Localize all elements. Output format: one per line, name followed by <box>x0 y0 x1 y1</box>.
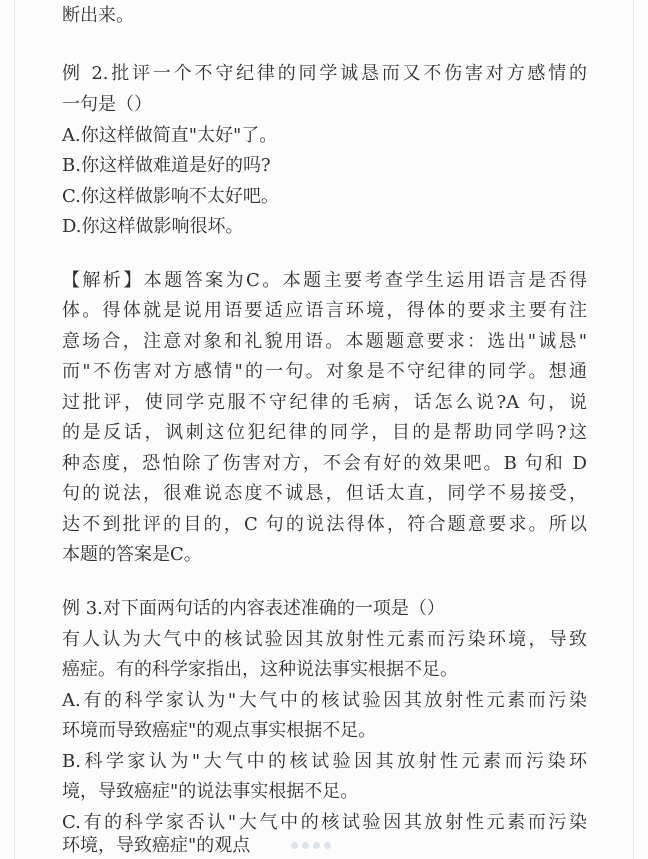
example-3-question: 例 3.对下面两句话的内容表述准确的一项是（） <box>62 598 445 619</box>
example-2-question: 例 2.批评一个不守纪律的同学诚恳而又不伤害对方感情的 <box>62 63 587 84</box>
option-c: C.你这样做影响不太好吧。 <box>62 186 279 207</box>
option-c-cont: 环境，导致癌症"的观点 <box>62 835 251 856</box>
option-b: B.你这样做难道是好的吗? <box>62 155 271 176</box>
page-indicator-dot <box>313 842 320 849</box>
analysis-line: 意场合，注意对象和礼貌用语。本题题意要求：选出"诚恳" <box>62 331 587 352</box>
example-3-stem-cont: 癌症。有的科学家指出，这种说法事实根据不足。 <box>62 659 458 680</box>
page-border-left <box>14 0 15 859</box>
option-b: B.科学家认为"大气中的核试验因其放射性元素而污染环 <box>62 751 587 772</box>
analysis-line: 【解析】本题答案为C。本题主要考查学生运用语言是否得 <box>62 270 587 291</box>
analysis-line: 本题的答案是C。 <box>62 544 202 565</box>
analysis-line: 而"不伤害对方感情"的一句。对象是不守纪律的同学。想通 <box>62 361 587 382</box>
analysis-line: 种态度，恐怕除了伤害对方，不会有好的效果吧。B 句和 D <box>62 453 587 474</box>
analysis-line: 达不到批评的目的，C 句的说法得体，符合题意要求。所以 <box>62 514 587 535</box>
example-2-question-cont: 一句是（） <box>62 94 152 115</box>
option-a-cont: 环境而导致癌症"的观点事实根据不足。 <box>62 720 377 741</box>
analysis-line: 体。得体就是说用语要适应语言环境，得体的要求主要有注 <box>62 300 587 321</box>
page-indicator-dot <box>291 842 298 849</box>
analysis-line: 过批评，使同学克服不守纪律的毛病，话怎么说?A 句，说 <box>62 392 587 413</box>
option-b-cont: 境，导致癌症"的说法事实根据不足。 <box>62 781 359 802</box>
text-line: 断出来。 <box>62 5 134 26</box>
example-3-stem: 有人认为大气中的核试验因其放射性元素而污染环境，导致 <box>62 629 587 650</box>
page-indicator-dot <box>302 842 309 849</box>
page-indicator <box>291 842 331 849</box>
option-a: A.有的科学家认为"大气中的核试验因其放射性元素而污染 <box>62 690 587 711</box>
option-a: A.你这样做简直"太好"了。 <box>62 125 278 146</box>
analysis-line: 句的说法，很难说态度不诚恳，但话太直，同学不易接受， <box>62 483 587 504</box>
analysis-line: 的是反话，讽刺这位犯纪律的同学，目的是帮助同学吗?这 <box>62 422 587 443</box>
page-indicator-dot <box>324 842 331 849</box>
page-border-right <box>633 0 634 859</box>
option-d: D.你这样做影响很坏。 <box>62 216 244 237</box>
option-c: C.有的科学家否认"大气中的核试验因其放射性元素而污染 <box>62 812 587 833</box>
